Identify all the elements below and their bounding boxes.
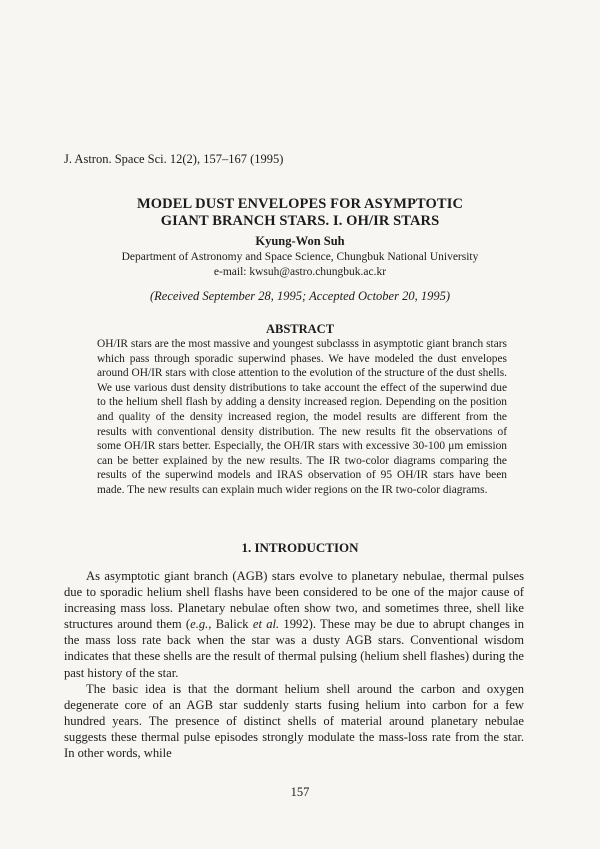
abstract-text: OH/IR stars are the most massive and youngest subclasss in asymptotic giant branch stars which pass through sporadic superwind phases. We have modeled the dust envelopes around OH/IR stars with close attention to the evolution of the structure of the dust shells. We use various dust density distributions to take account the effect of the superwind due to the helium shell flash by adding a density increased region. Depending on the position and quality of the density increased region, the model results are different from the results with conventional density distribution. The new results fit the observations of some OH/IR stars better. Especially, the OH/IR stars with excessive 30-100 μm emission can be better explained by the new results. The IR two-color diagrams comparing the results of the superwind models and IRAS observation of 95 OH/IR stars have been made. The new results can explain much wider regions on the IR two-color diagrams. (97, 338, 507, 496)
page-number: 157 (290, 785, 310, 799)
section-heading-introduction: 1. INTRODUCTION (241, 540, 359, 555)
journal-reference: J. Astron. Space Sci. 12(2), 157–167 (1995) (64, 152, 284, 166)
author-affiliation: Department of Astronomy and Space Science, Chungbuk National University (121, 251, 479, 263)
introduction-paragraph-1 (64, 568, 524, 681)
intro-p1-etal: et al. (252, 617, 280, 632)
author-email: e-mail: kwsuh@astro.chungbuk.ac.kr (213, 266, 387, 278)
intro-p1-text-a: As asymptotic giant branch (AGB) stars evolve to planetary nebulae, thermal pulses due to sporadic helium shell flashs have been considered to be one of the major cause of increasing mass loss. Planetary nebulae often show two, and sometimes three, shell like structures around them ( (64, 569, 524, 632)
intro-p1-text-b: , Balick (208, 617, 253, 632)
abstract-heading: ABSTRACT (265, 322, 335, 336)
paper-title-line-1: MODEL DUST ENVELOPES FOR ASYMPTOTIC (136, 196, 464, 212)
intro-p1-text-c: 1992). These may be due to abrupt changes in the mass loss rate back when the star was a dusty AGB stars. Conventional wisdom indicates that these shells are the result of thermal pulsing (helium shell flashes) during the past history of the star. (64, 617, 524, 680)
paper-title-line-2: GIANT BRANCH STARS. I. OH/IR STARS (160, 213, 440, 229)
author-name: Kyung-Won Suh (255, 234, 345, 248)
intro-p1-eg: e.g. (190, 617, 209, 632)
introduction-body (64, 568, 524, 761)
introduction-paragraph-2: The basic idea is that the dormant helium shell around the carbon and oxygen degenerate core of an AGB star suddenly starts fusing helium into carbon for a few hundred years. The presence of distinct shells of material around planetary nebulae suggests these thermal pulse episodes strongly modulate the mass-loss rate from the star. In other words, while (64, 681, 524, 761)
received-dates: (Received September 28, 1995; Accepted October 20, 1995) (149, 289, 450, 303)
